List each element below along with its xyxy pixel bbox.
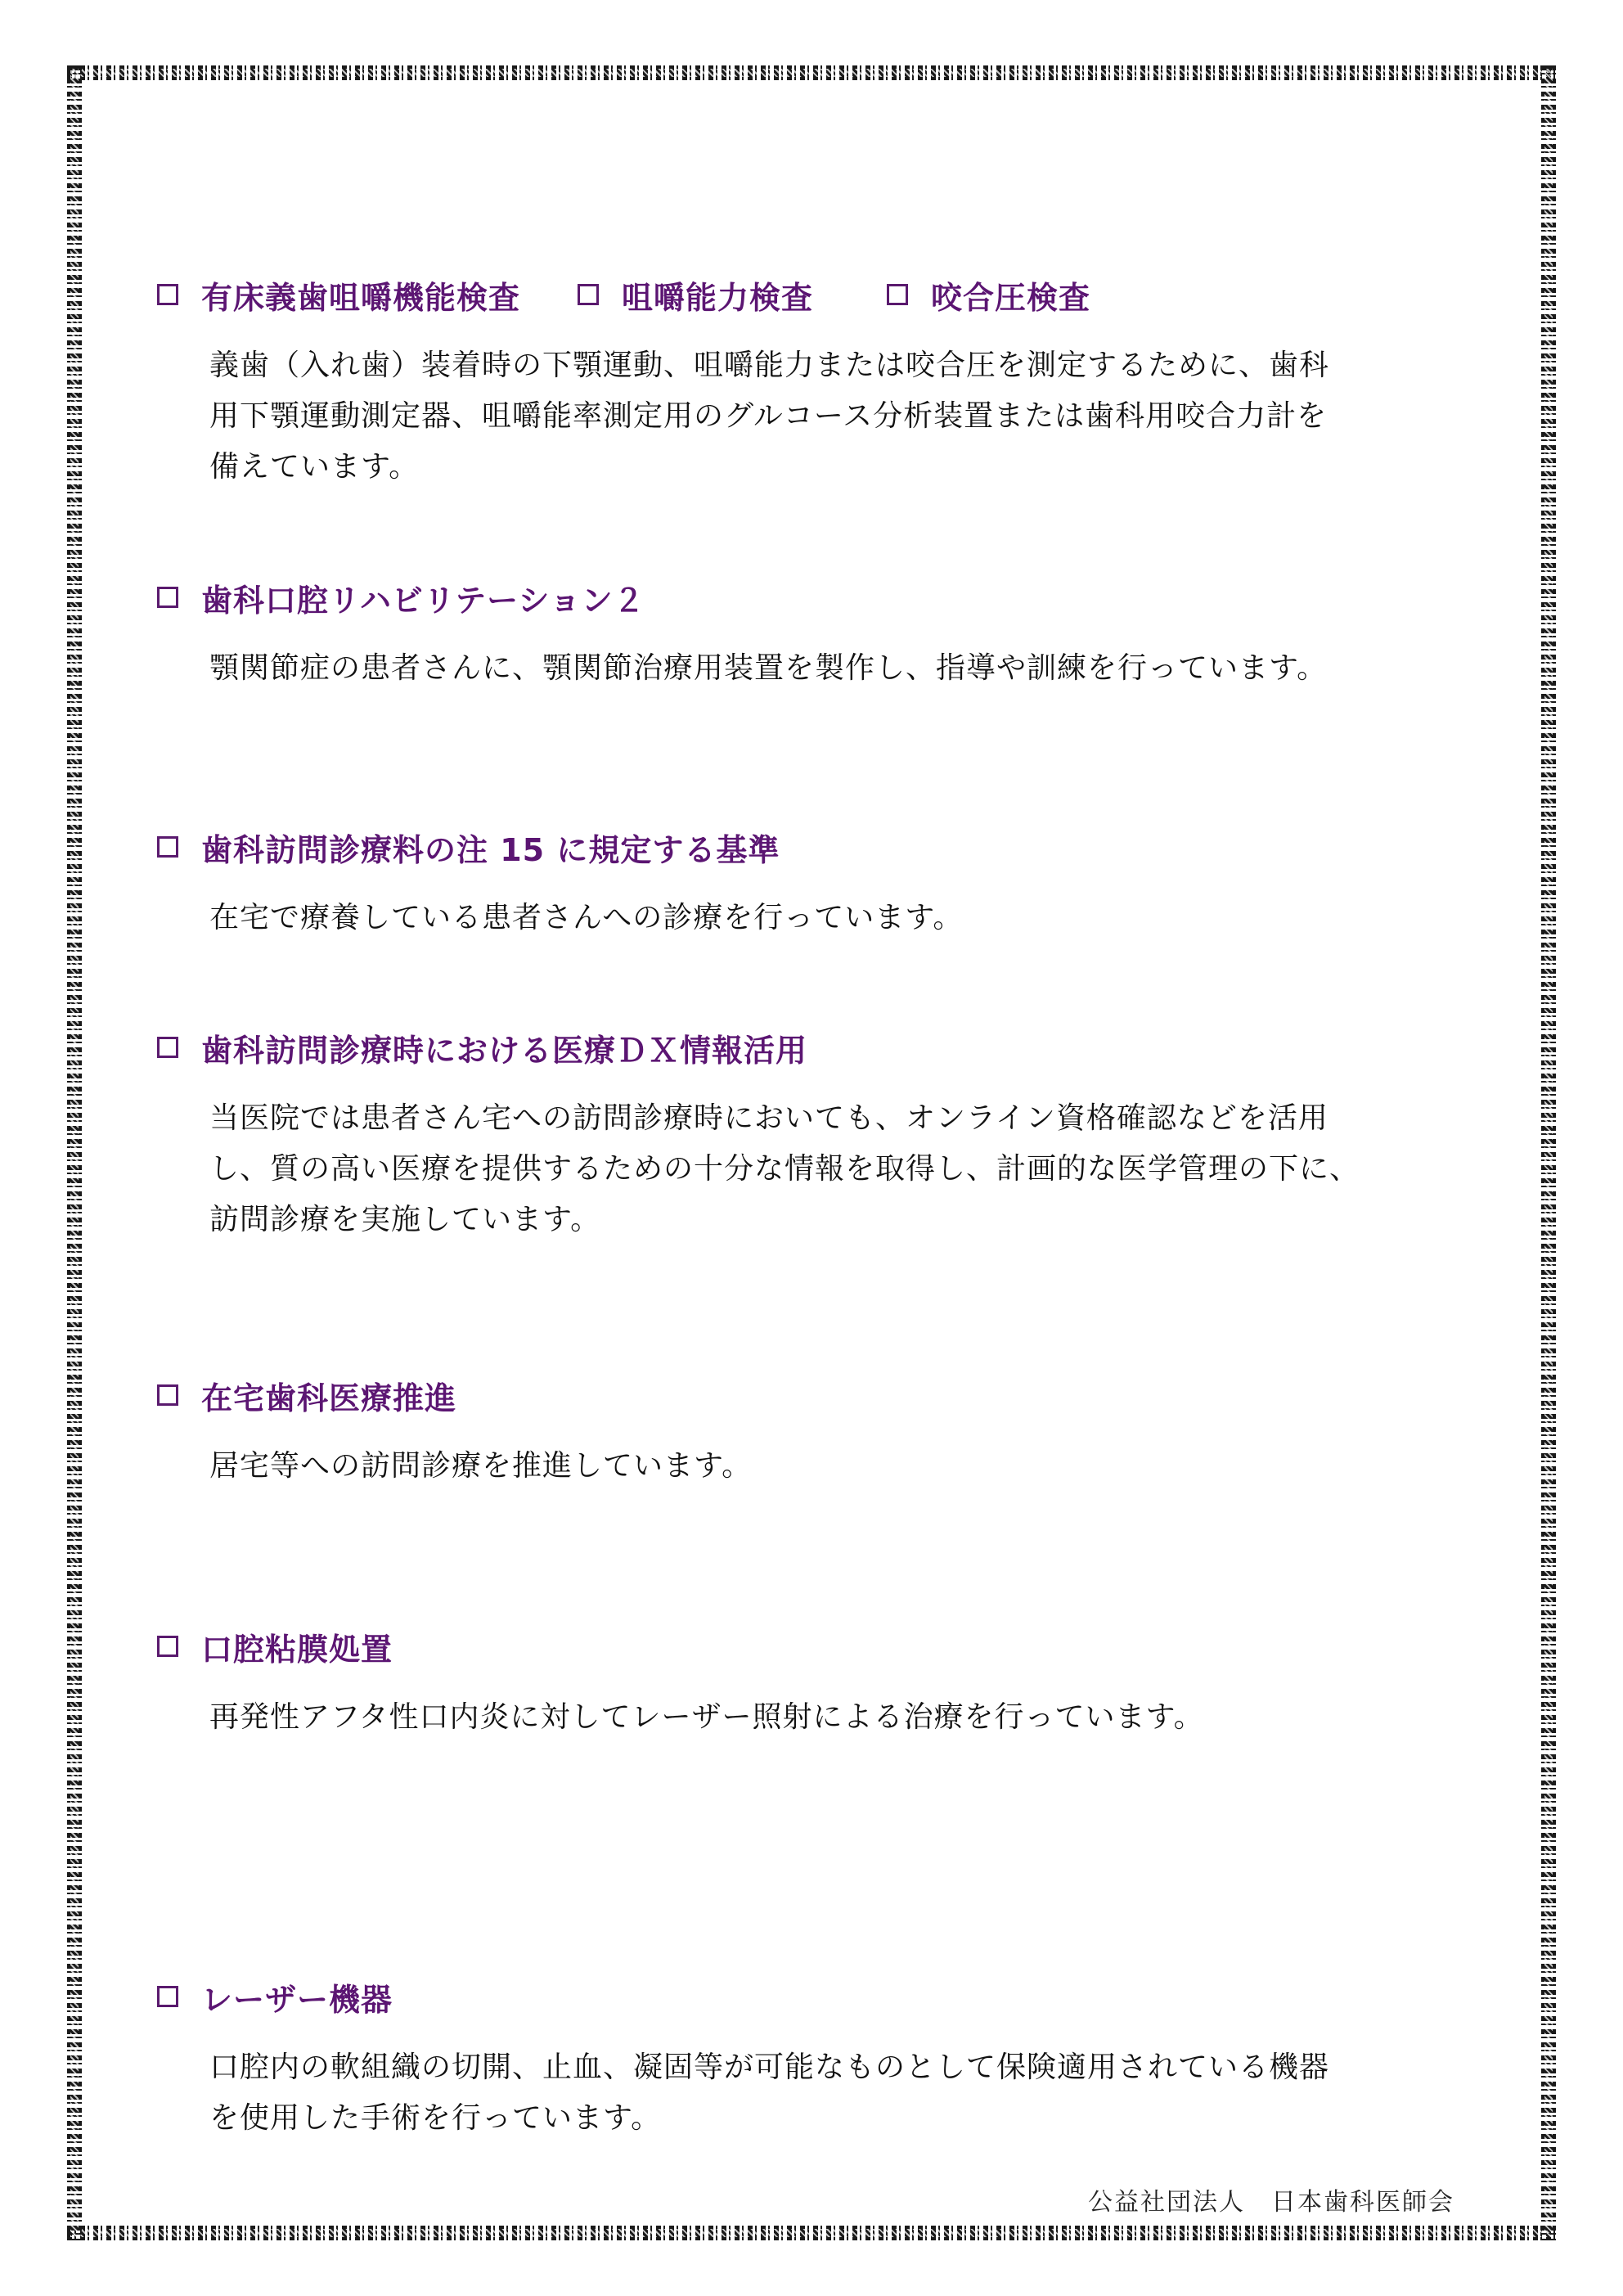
heading-item (578, 272, 813, 317)
heading-item (887, 272, 1090, 317)
decorative-border-right (1541, 65, 1556, 2240)
section-body (209, 1093, 1499, 1245)
section-oral-mucosa-treatment (157, 1622, 1499, 1743)
checkbox-icon (578, 284, 599, 305)
body-line: 再発性アフタ性口内炎に対してレーザー照射による治療を行っています。 (209, 1700, 1204, 1734)
section-heading: 在宅歯科医療推進 (201, 1380, 457, 1416)
decorative-border-left (67, 65, 82, 2240)
checkbox-icon (157, 1636, 178, 1657)
section-oral-rehabilitation (157, 573, 1499, 694)
section-body (209, 340, 1499, 493)
section-body (209, 643, 1499, 694)
heading-item (157, 272, 520, 317)
section-heading: 口腔粘膜処置 (201, 1631, 393, 1668)
heading-item (157, 1025, 807, 1070)
body-line: 居宅等への訪問診療を推進しています。 (209, 1449, 753, 1483)
section-home-dental-promotion (157, 1371, 1499, 1492)
checkbox-icon (157, 284, 178, 305)
section-laser-equipment (157, 1972, 1499, 2144)
section-heading-row (157, 270, 1499, 319)
body-line: し、質の高い医療を提供するための十分な情報を取得し、計画的な医学管理の下に、 (209, 1152, 1360, 1186)
checkbox-icon (157, 587, 178, 608)
body-line: 備えています。 (209, 450, 420, 484)
heading-item (157, 1974, 393, 2019)
body-line: を使用した手術を行っています。 (209, 2101, 662, 2135)
body-line: 在宅で療養している患者さんへの診療を行っています。 (209, 901, 964, 934)
heading-item (157, 575, 645, 620)
heading-item (157, 1624, 393, 1669)
section-heading-row (157, 1371, 1499, 1420)
body-line: 顎関節症の患者さんに、顎関節治療用装置を製作し、指導や訓練を行っています。 (209, 651, 1328, 685)
section-medical-dx (157, 1023, 1499, 1245)
checkbox-icon (157, 836, 178, 858)
body-line: 当医院では患者さん宅への訪問診療時においても、オンライン資格確認などを活用 (209, 1101, 1329, 1135)
heading-item (157, 1373, 456, 1418)
body-line: 用下顎運動測定器、咀嚼能率測定用のグルコース分析装置または歯科用咬合力計を (209, 399, 1328, 433)
section-home-visit-standard (157, 822, 1499, 943)
heading-item (157, 825, 780, 870)
section-heading-row (157, 1972, 1499, 2021)
body-line: 義歯（入れ歯）装着時の下顎運動、咀嚼能力または咬合圧を測定するために、歯科 (209, 349, 1330, 382)
section-heading: 歯科訪問診療料の注 15 に規定する基準 (201, 831, 780, 868)
decorative-border-bottom (67, 2226, 1556, 2240)
section-body (209, 1692, 1499, 1743)
checkbox-icon (157, 1037, 178, 1058)
decorative-border-top (67, 65, 1556, 80)
section-heading: 有床義歯咀嚼機能検査 (201, 279, 521, 316)
checkbox-icon (157, 1986, 178, 2007)
section-body (209, 1441, 1499, 1492)
checkbox-icon (157, 1384, 178, 1406)
body-line: 訪問診療を実施しています。 (209, 1203, 601, 1236)
section-heading-row (157, 1622, 1499, 1671)
section-body (209, 2042, 1499, 2144)
body-line: 口腔内の軟組織の切開、止血、凝固等が可能なものとして保険適用されている機器 (209, 2051, 1330, 2084)
footer-organization: 公益社団法人 日本歯科医師会 (1088, 2188, 1454, 2217)
section-chewing-function-tests (157, 270, 1499, 493)
section-heading-row (157, 1023, 1499, 1072)
section-heading-row (157, 573, 1499, 622)
section-heading: レーザー機器 (201, 1981, 393, 2018)
section-heading: 咬合圧検査 (931, 279, 1091, 316)
section-body (209, 893, 1499, 943)
section-heading: 歯科訪問診療時における医療ＤＸ情報活用 (201, 1032, 808, 1069)
section-heading: 咀嚼能力検査 (622, 279, 814, 316)
section-heading: 歯科口腔リハビリテーション２ (201, 582, 645, 619)
section-heading-row (157, 822, 1499, 871)
checkbox-icon (887, 284, 908, 305)
